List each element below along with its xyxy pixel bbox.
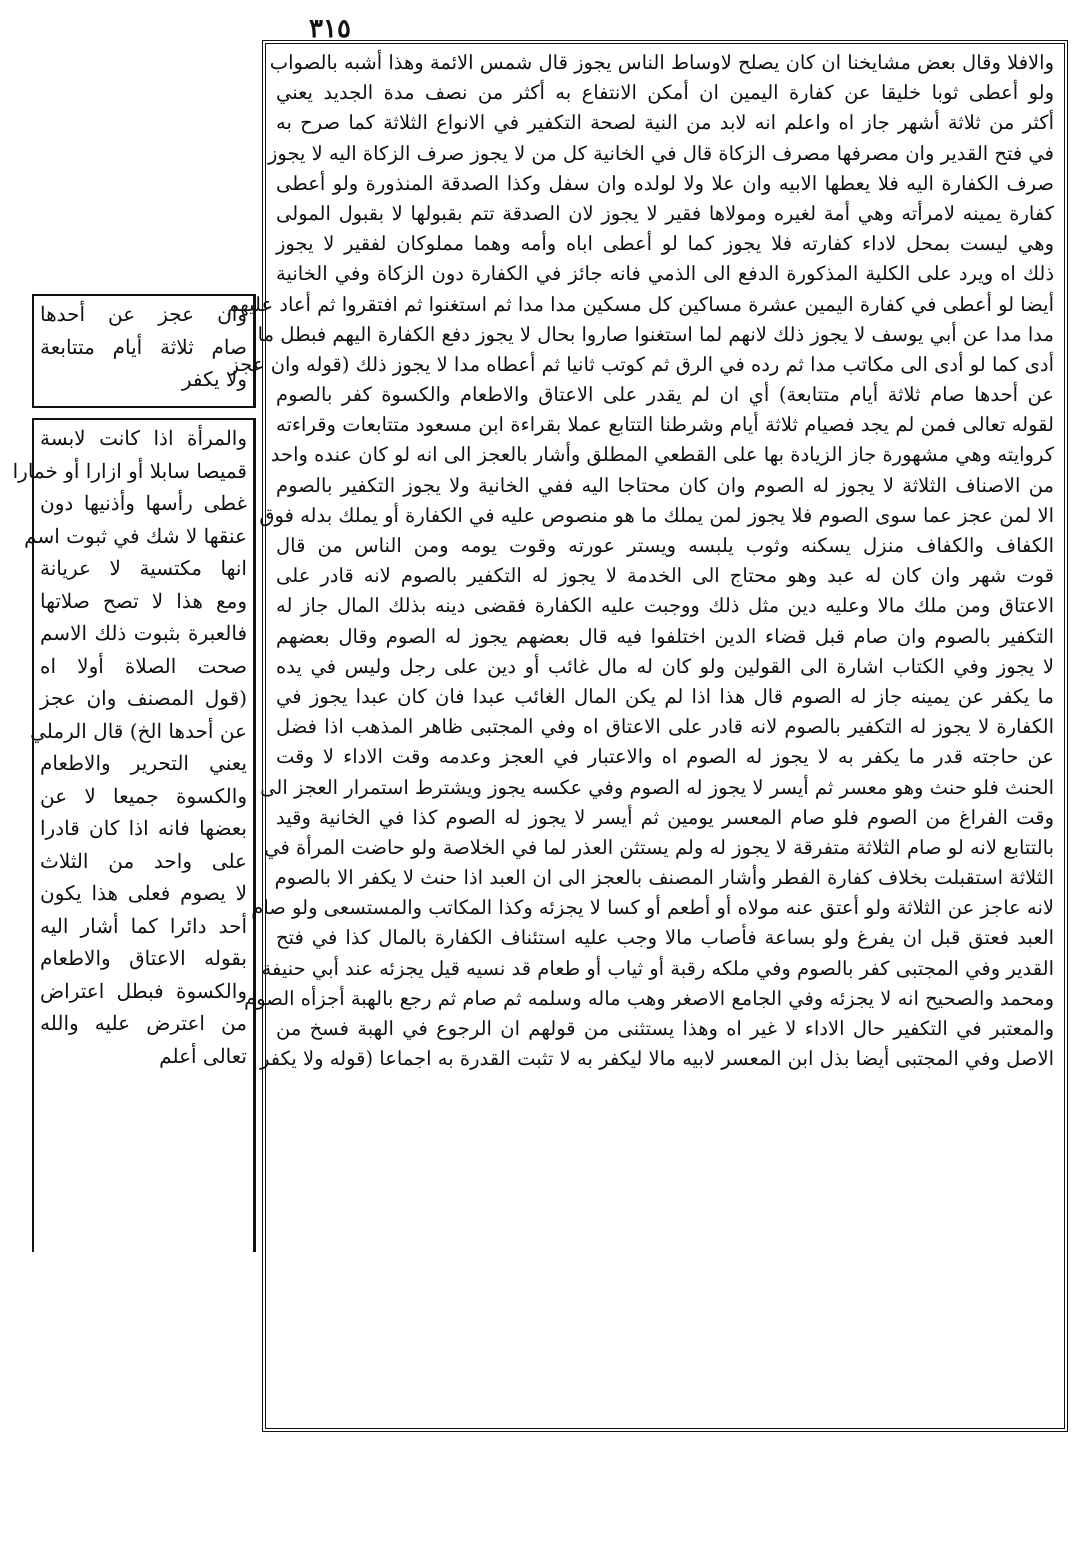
text-line: ومحمد والصحيح انه لا يجزئه وفي الجامع الاصغر وهب ماله وسلمه ثم صام ثم رجع بالهبة أجزأه الصوم <box>244 986 1054 1010</box>
text-line: صرف الكفارة اليه فلا يعطها الابيه وان علا ولا لولده وان سفل وكذا الصدقة المنذورة ولو أعطى <box>276 171 1054 195</box>
matn-line: ولا يكفر <box>181 367 247 391</box>
text-line: وهي ليست بمحل لاداء كفارته فلا يجوز كما لو أعطى اباه وأمه وهما مملوكان لفقير لا يجوز <box>276 232 1054 256</box>
note-line: والكسوة فبطل اعتراض <box>40 978 247 1003</box>
text-line: والافلا وقال بعض مشايخنا ان كان يصلح لاوساط الناس يجوز قال شمس الائمة وهذا أشبه بالصواب <box>269 51 1054 74</box>
note-line: ومع هذا لا تصح صلاتها <box>40 588 247 613</box>
text-line: أدى كما لو أدى الى مكاتب مدا ثم رده في الرق ثم كوتب ثانيا ثم أعطاه مدا لا يجوز ذلك (قوله وان عجز <box>229 352 1054 376</box>
note-line: أحد دائرا كما أشار اليه <box>40 913 247 938</box>
page-number: ٣١٥ <box>309 14 351 44</box>
note-line: عنقها لا شك في ثبوت اسم <box>24 523 247 548</box>
text-line: في فتح القدير وان مصرفها مصرف الزكاة قال في الخانية كل من لا يجوز صرف الزكاة اليه لا يجوز <box>267 141 1054 165</box>
text-line: كروايته وهي مشهورة جاز الزيادة بها على القطعي المطلق وأشار بالعجز الى انه لو كان عنده واحد <box>270 443 1054 467</box>
text-line: الاصل وفي المجتبى أيضا بذل ابن المعسر لابيه مالا ليكفر به لا تثبت القدرة به اجماعا (قوله ولا يكفر <box>259 1047 1054 1071</box>
note-line: يعني التحرير والاطعام <box>40 751 247 775</box>
text-line: عن حاجته قدر ما يكفر به لا يجوز له الصوم اه والاعتبار في العجز وعدمه وقت الاداء لا وقت <box>276 745 1054 769</box>
text-line: قوت شهر وان كان له عبد وهو محتاج الى الخدمة لا يجوز له التكفير بالصوم لانه قادر على <box>276 564 1054 588</box>
text-line: الكفاف والكفاف منزل يسكنه وثوب يلبسه ويستر عورته وقوت يومه ومن الناس من قال <box>276 534 1054 557</box>
text-line: أيضا لو أعطى في كفارة اليمين عشرة مساكين كل مسكين مدا مدا ثم استغنوا ثم افتقروا ثم أعاد عليهم <box>227 292 1054 316</box>
text-line: القدير وفي المجتبى كفر بالصوم وفي ملكه رقبة أو ثياب أو طعام قد نسيه قيل يجزئه عند أبي حنيفة <box>261 956 1054 980</box>
text-line: ذلك اه ويرد على الكلية المذكورة الدفع الى الذمي فانه جائز في الكفارة دون الزكاة وفي الخانية <box>276 262 1054 286</box>
note-line: على واحد من الثلاث <box>40 848 247 873</box>
note-line: من اعترض عليه والله <box>40 1011 247 1035</box>
main-commentary-frame <box>227 40 1068 1432</box>
margin-note-box <box>12 418 256 1252</box>
text-line: بالتتابع لانه لو صام الثلاثة متفرقة لا يجوز له ولم يستثن العذر لما في الخلاصة ولو حاضت المرأة في <box>264 835 1054 859</box>
text-line: ولو أعطى ثوبا خليقا عن كفارة اليمين ان أمكن الانتفاع به أكثر من نصف مدة الجديد يعني <box>276 81 1054 105</box>
text-line: من الاصناف الثلاثة لا يجوز له الصوم وان كان محتاجا اليه ففي الخانية ولا يجوز التكفير بالصوم <box>276 473 1054 497</box>
text-line: لا يجوز وفي الكتاب اشارة الى القولين ولو كان له مال غائب أو دين على رجل وليس في يده <box>276 654 1054 678</box>
text-line: كفارة يمينه لامرأته وهي أمة لغيره ومولاها فقير لا يجوز لان الصدقة تتم بقبولها لا بقبول المولى <box>276 201 1054 225</box>
note-line: (قول المصنف وان عجز <box>40 686 247 710</box>
text-line: الحنث فلو حنث وهو معسر ثم أيسر لا يجوز له الصوم وفي عكسه يجوز ويشترط استمرار العجز الى <box>260 775 1054 799</box>
note-line: قميصا سابلا أو ازارا أو خمارا <box>12 458 247 483</box>
text-line: الكفارة لا يجوز له التكفير بالصوم لانه قادر على الاعتاق اه وفي المجتبى ظاهر المذهب اذا فضل <box>276 715 1054 739</box>
text-line: ما يكفر عن يمينه جاز له الصوم قال هذا اذا لم يكن المال الغائب عبدا فان كان عبدا يجوز في <box>276 684 1054 708</box>
matn-line: صام ثلاثة أيام متتابعة <box>40 334 247 359</box>
text-line: الا لمن عجز عما سوى الصوم فلا يجوز لمن يملك ما هو منصوص عليه في الكفارة أو يملك بدله فوق <box>259 503 1054 527</box>
note-line: بعضها فانه اذا كان قادرا <box>40 816 247 840</box>
note-line: فالعبرة بثبوت ذلك الاسم <box>40 621 247 645</box>
margin-matn-box <box>32 294 256 408</box>
note-line: والكسوة جميعا لا عن <box>40 783 247 808</box>
note-line: والمرأة اذا كانت لابسة <box>40 426 247 450</box>
text-line: وقت الفراغ من الصوم فلو صام المعسر يومين ثم أيسر لا يجوز له الصوم كذا في الخانية وقيد <box>276 805 1054 829</box>
note-line: انها مكتسية لا عريانة <box>40 556 247 580</box>
note-line: صحت الصلاة أولا اه <box>40 653 247 678</box>
matn-line: وان عجز عن أحدها <box>40 302 247 326</box>
note-line: عن أحدها الخ) قال الرملي <box>30 718 247 743</box>
note-line: بقوله الاعتاق والاطعام <box>40 946 247 970</box>
note-line: لا يصوم فعلى هذا يكون <box>40 881 247 905</box>
note-line: غطى رأسها وأذنيها دون <box>40 491 247 515</box>
text-line: أكثر من ثلاثة أشهر جاز اه واعلم انه لابد من النية لصحة التكفير في الانواع الثلاثة كما صرح به <box>276 111 1054 135</box>
text-line: لانه عاجز عن الثلاثة ولو أعتق عنه مولاه أو أطعم أو كسا لا يجزئه وكذا المكاتب والمستسعى ولو صام <box>251 896 1054 920</box>
text-line: العبد فعتق قبل ان يفرغ ولو بساعة فأصاب مالا وجب عليه استئناف الكفارة بالمال كذا في فتح <box>276 926 1054 950</box>
text-line: التكفير بالصوم وان صام قبل قضاء الدين اختلفوا فيه قال بعضهم يجوز له الصوم وقال بعضهم <box>276 624 1054 648</box>
text-line: لقوله تعالى فمن لم يجد فصيام ثلاثة أيام وشرطنا التتابع عملا بقراءة ابن مسعود متتابعات وقراءته <box>276 413 1054 437</box>
text-line: الاعتاق ومن ملك مالا وعليه دين مثل ذلك ووجبت عليه الكفارة فقضى دينه بذلك المال جاز له <box>276 594 1054 618</box>
text-line: والمعتبر في التكفير حال الاداء لا غير اه وهذا يستثنى من قولهم ان الرجوع في الهبة فسخ من <box>276 1017 1054 1040</box>
text-line: الثلاثة استقبلت بخلاف كفارة الفطر وأشار المصنف بالعجز الى ان العبد اذا حنث لا يكفر الا بالصوم <box>274 866 1054 890</box>
text-line: مدا مدا عن أبي يوسف لا يجوز ذلك لانهم لما استغنوا صاروا بحال لا يجوز دفع الكفارة اليهم فبطل ما <box>257 322 1054 346</box>
note-line: تعالى أعلم <box>159 1043 247 1068</box>
text-line: عن أحدها صام ثلاثة أيام متتابعة) أي ان لم يقدر على الاعتاق والاطعام والكسوة كفر بالصوم <box>276 383 1054 407</box>
